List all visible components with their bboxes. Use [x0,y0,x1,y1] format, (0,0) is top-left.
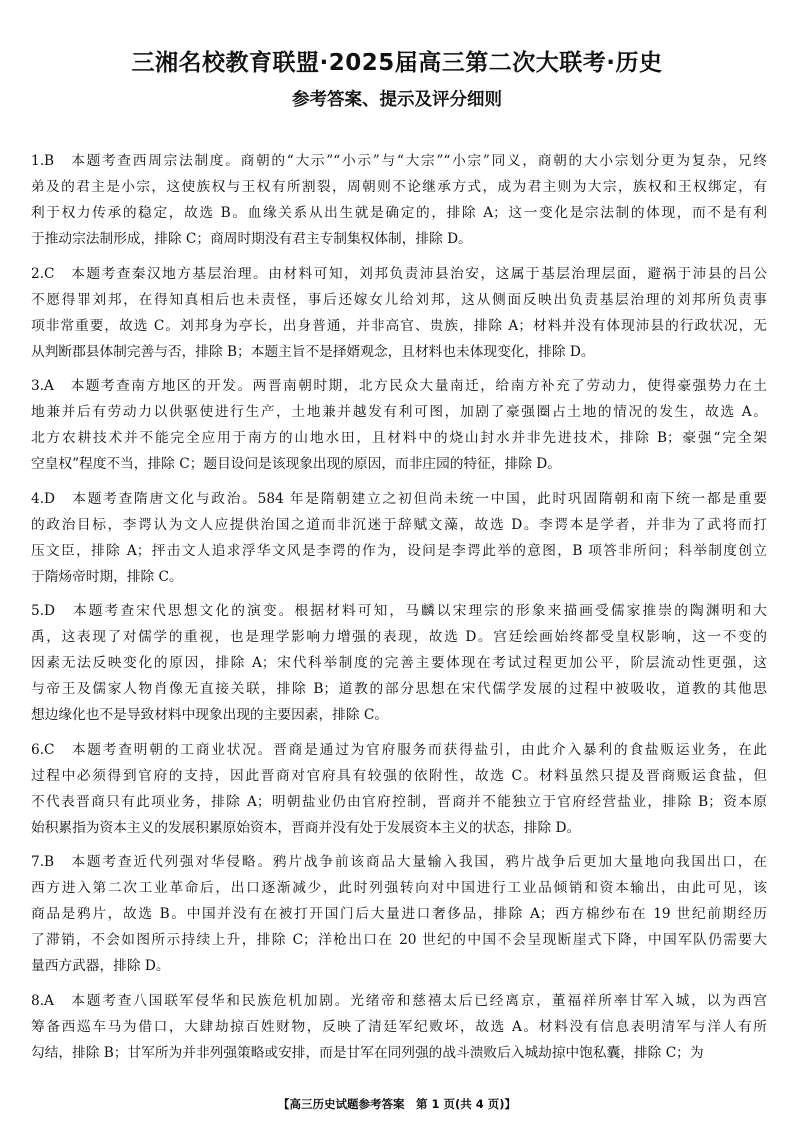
answer-item [31,988,767,1066]
answer-text-line: 始积累指为资本主义的发展积累原始资本，晋商并没有处于发展资本主义的状态，排除 D。 [31,819,581,836]
answer-item [31,849,767,979]
answer-item [31,598,767,728]
answer-text-line: 3.A 本题考查南方地区的开发。两晋南朝时期，北方民众大量南迁，给南方补充了劳动力，使得豪强势力在土 [31,378,767,394]
answer-text-line: 地兼并后有劳动力以供驱使进行生产，土地兼并越发有利可图，加剧了豪强圈占土地的情况的发生，故选 A。 [31,404,767,420]
answer-text-line: 不代表晋商只有此项业务，排除 A；明朝盐业仍由官府控制，晋商并不能独立于官府经营盐业，排除 B；资本原 [31,793,767,810]
answer-text-line: 过程中必须得到官府的支持，因此晋商对官府具有较强的依附性，故选 C。材料虽然只提及晋商贩运食盐，但 [31,767,767,784]
answer-text-line: 7.B 本题考查近代列强对华侵略。鸦片战争前该商品大量输入我国，鸦片战争后更加大量地向我国出口，在 [31,854,767,870]
document-title: 三湘名校教育联盟·2025届高三第二次大联考·历史 [131,50,663,76]
answer-text-line: 筹备西巡车马为借口，大肆劫掠百姓财物，反映了清廷军纪败坏，故选 A。材料没有信息表明清军与洋人有所 [31,1018,767,1035]
answer-text-line: 勾结，排除 B；甘军所为并非列强策略或安排，而是甘军在同列强的战斗溃败后入城劫掠中饱私囊，排除 C；为 [31,1044,704,1061]
answer-item [31,373,767,477]
answer-item [31,486,767,590]
answer-text-line: 弟及的君主是小宗，这使族权与王权有所割裂，周朝则不论继承方式，成为君主则为大宗，族权和王权绑定，有 [31,179,767,195]
answer-text-line: 从判断郡县体制完善与否，排除 B；本题主旨不是择婿观念，且材料也未体现变化，排除 D。 [31,343,595,360]
answer-text-line: 西方进入第二次工业革命后，出口逐渐减少，此时列强转向对中国进行工业品倾销和资本输出，由此可见，该 [31,880,767,896]
answer-text-line: 压文臣，排除 A；抨击文人追求浮华文风是李谔的作为，设问是李谔此举的意图，B 项答非所问；科举制度创立 [31,542,767,559]
answer-text-line: 想边缘化也不是导致材料中现象出现的主要因素，排除 C。 [31,707,389,723]
answer-text-line: 8.A 本题考查八国联军侵华和民族危机加剧。光绪帝和慈禧太后已经离京，董福祥所率甘军入城，以为西宫 [31,992,767,1009]
answer-text-line: 2.C 本题考查秦汉地方基层治理。由材料可知，刘邦负责沛县治安，这属于基层治理层面，避祸于沛县的吕公 [31,265,767,282]
answer-text-line: 商品是鸦片，故选 B。中国并没有在被打开国门后大量进口奢侈品，排除 A；西方棉纱布在 19 世纪前期经历 [31,906,767,922]
answer-text-line: 的政治目标，李谔认为文人应提供治国之道而非沉迷于辞赋文藻，故选 D。李谔本是学者，并非为了武将而打 [31,516,767,533]
document-subtitle: 参考答案、提示及评分细则 [292,90,502,110]
answer-text-line: 不愿得罪刘邦，在得知真相后也未责怪，事后还嫁女儿给刘邦，这从侧面反映出负责基层治理的刘邦所负责事 [31,291,767,308]
answer-text-line: 量西方武器，排除 D。 [31,958,170,974]
answer-text-line: 禹，这表现了对儒学的重视，也是理学影响力增强的表现，故选 D。宫廷绘画始终都受皇权影响，这一不变的 [31,629,767,645]
page-footer: 【高三历史试题参考答案 第 1 页(共 4 页)】 [277,1097,517,1111]
answer-text-line: 利于权力传承的稳定，故选 B。血缘关系从出生就是确定的，排除 A；这一变化是宗法制的体现，而不是有利 [31,205,767,221]
answer-text-line: 北方农耕技术并不能完全应用于南方的山地水田，且材料中的烧山封水并非先进技术，排除 B；豪强“完全架 [31,430,767,446]
answer-text-line: 与帝王及儒家人物肖像无直接关联，排除 B；道教的部分思想在宋代儒学发展的过程中被吸收，道教的其他思 [31,681,767,697]
answer-text-line: 5.D 本题考查宋代思想文化的演变。根据材料可知，马麟以宋理宗的形象来描画受儒家推崇的陶渊明和大 [31,603,767,619]
answer-item [31,737,767,841]
answer-text-line: 1.B 本题考查西周宗法制度。商朝的“大示”“小示”与“大宗”“小宗”同义，商朝的大小宗划分更为复杂，兄终 [31,153,767,169]
answer-text-line: 项非常重要，故选 C。刘邦身为亭长，出身普通，并非高官、贵族，排除 A；材料并没有体现沛县的行政状况，无 [31,317,767,334]
answer-text-line: 6.C 本题考查明朝的工商业状况。晋商是通过为官府服务而获得盐引，由此介入暴利的食盐贩运业务，在此 [31,741,767,758]
answer-text-line: 于推动宗法制形成，排除 C；商周时期没有君主专制集权体制，排除 D。 [31,231,472,247]
answer-text-line: 了滞销，不会如图所示持续上升，排除 C；洋枪出口在 20 世纪的中国不会呈现断崖式下降，中国军队仍需要大 [31,932,767,948]
answer-text-line: 于隋炀帝时期，排除 C。 [31,568,183,585]
answer-item [31,148,767,252]
answer-item [31,261,767,365]
answer-text-line: 因素无法反映变化的原因，排除 A；宋代科举制度的完善主要体现在考试过程更加公平，阶层流动性更强，这 [31,655,767,671]
answer-text-line: 空皇权”程度不当，排除 C；题目设问是该现象出现的原因，而非庄园的特征，排除 D。 [31,456,561,472]
answer-list [31,148,767,1074]
answer-text-line: 4.D 本题考查隋唐文化与政治。584 年是隋朝建立之初但尚未统一中国，此时巩固隋朝和南下统一都是重要 [31,490,767,507]
